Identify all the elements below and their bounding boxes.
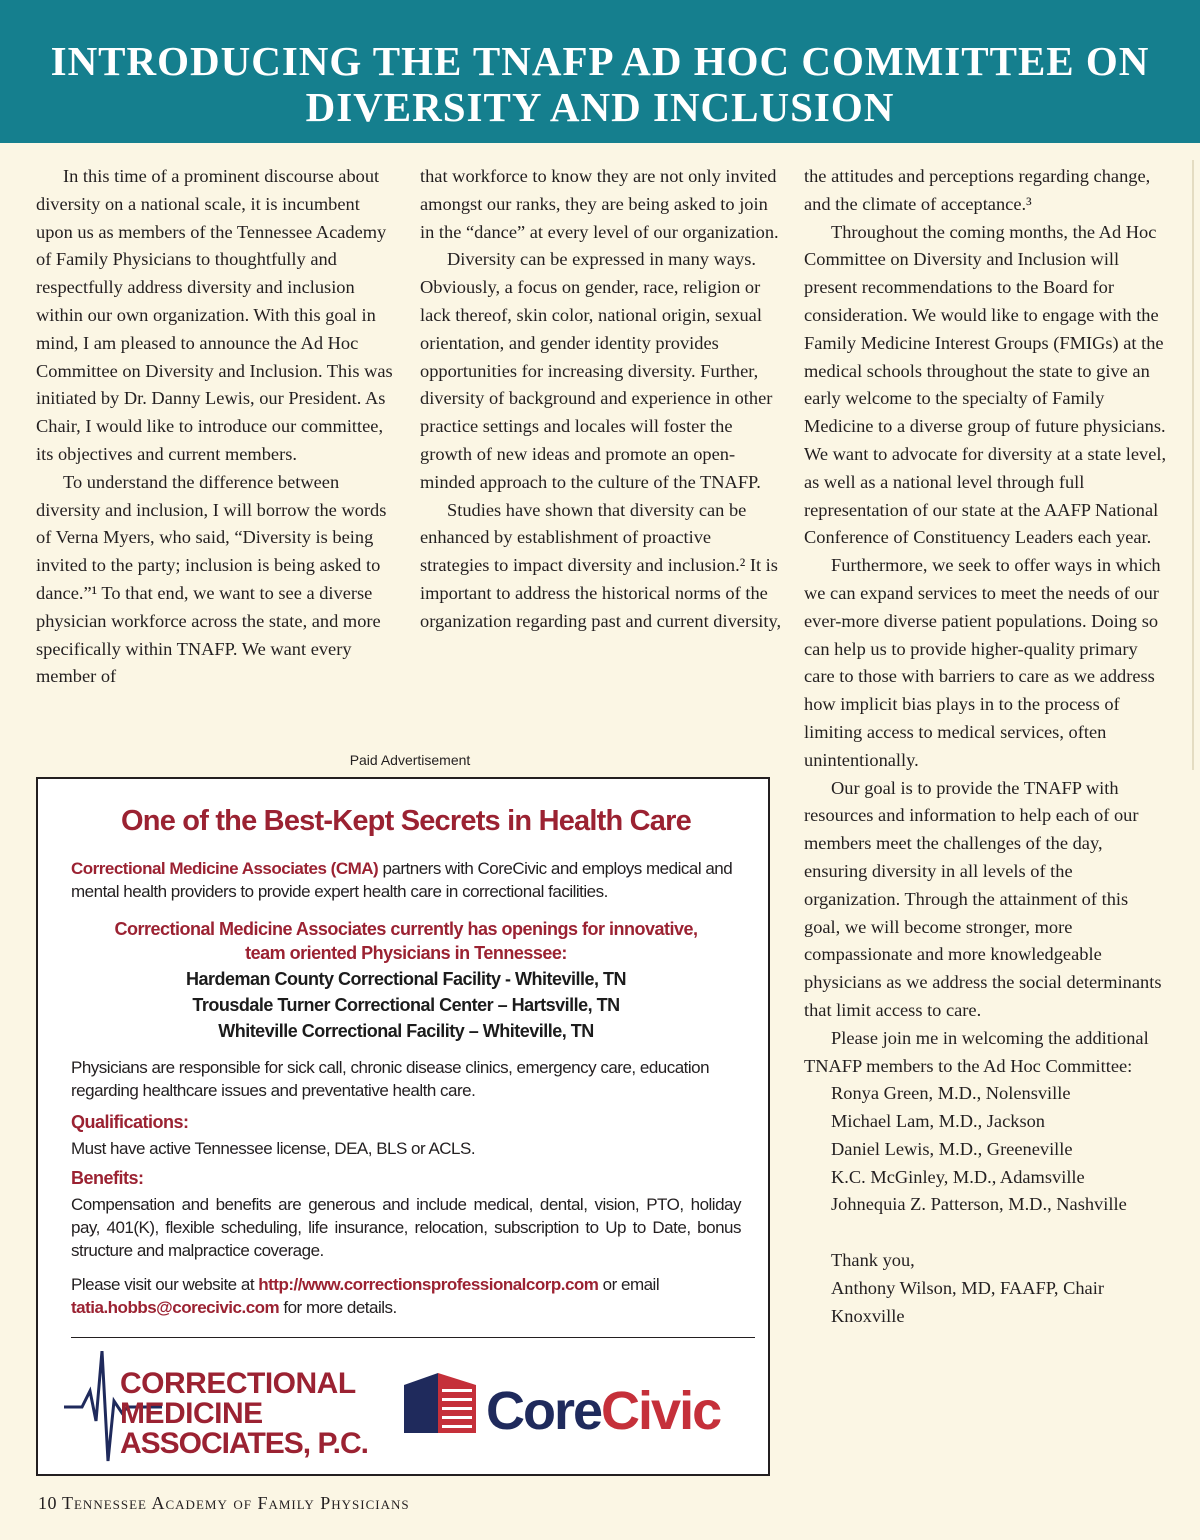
ad-contact-prefix: Please visit our website at xyxy=(71,1275,259,1294)
cma-logo xyxy=(62,1351,372,1463)
page-title xyxy=(0,0,1200,130)
ad-benefits-heading: Benefits: xyxy=(71,1168,144,1188)
paragraph: Throughout the coming months, the Ad Hoc Committee on Diversity and Inclusion will present recommendations to the Board for consideration. We would like to engage with the Family Medicine Interest Groups (FMIGs) at the medical schools throughout the state to give an early welcome to the specialty of Family Medicine to a diverse group of future physicians. We want to advocate for diversity at a state level, as well as a national level through full representation of our state at the AAFP National Conference of Constituency Leaders each year. xyxy=(804,221,1167,548)
signoff-name: Anthony Wilson, MD, FAAFP, Chair xyxy=(831,1277,1104,1298)
publication-name: Tennessee Academy of Family Physicians xyxy=(62,1493,410,1513)
paragraph: the attitudes and perceptions regarding change, and the climate of acceptance.³ xyxy=(804,166,1151,214)
committee-member: Ronya Green, M.D., Nolensville xyxy=(831,1083,1071,1104)
ad-email-link[interactable]: tatia.hobbs@corecivic.com xyxy=(71,1298,280,1317)
ad-facility: Whiteville Correctional Facility – Whiteville, TN xyxy=(218,1021,594,1041)
committee-member: Daniel Lewis, M.D., Greeneville xyxy=(831,1138,1073,1159)
ad-qualifications-text: Must have active Tennessee license, DEA, BLS or ACLS. xyxy=(71,1139,476,1158)
title-line-2: DIVERSITY AND INCLUSION xyxy=(305,84,895,130)
article-column-2 xyxy=(420,163,782,636)
signoff-city: Knoxville xyxy=(831,1305,905,1326)
corecivic-logo xyxy=(402,1371,742,1445)
committee-member-list xyxy=(804,1080,1168,1219)
ad-intro-company: Correctional Medicine Associates (CMA) xyxy=(71,859,379,878)
corecivic-civic: Civic xyxy=(601,1381,721,1441)
paragraph: Please join me in welcoming the additional TNAFP members to the Ad Hoc Committee: xyxy=(804,1027,1149,1076)
cma-logo-line-2: MEDICINE xyxy=(120,1397,263,1430)
page-footer xyxy=(38,1493,410,1514)
committee-member: Johnequia Z. Patterson, M.D., Nashville xyxy=(831,1194,1127,1215)
cma-logo-line-1: CORRECTIONAL xyxy=(120,1367,356,1400)
cma-logo-line-3: ASSOCIATES, P.C. xyxy=(120,1427,368,1460)
ad-title: One of the Best-Kept Secrets in Health Care xyxy=(121,805,691,837)
ad-qualifications-heading: Qualifications: xyxy=(71,1112,189,1132)
committee-member: K.C. McGinley, M.D., Adamsville xyxy=(831,1166,1085,1187)
title-banner xyxy=(0,0,1200,143)
paragraph: Our goal is to provide the TNAFP with resources and information to help each of our members meet the challenges of the day, ensuring diversity in all levels of the organization. Through the attainment of this goal, we will become stronger, more compassionate and more knowledgeable physicians as we address the social determinants that limit access to care. xyxy=(804,777,1162,1020)
paragraph: To understand the difference between diversity and inclusion, I will borrow the words of Verna Myers, who said, “Diversity is being invited to the party; inclusion is being asked to dance.”¹ To that end, we want to see a diverse physician workforce across the state, and more specifically within TNAFP. We want every member of xyxy=(36,471,387,687)
article-column-1 xyxy=(36,163,398,691)
article-column-3 xyxy=(804,163,1168,1330)
ad-duties: Physicians are responsible for sick call, chronic disease clinics, emergency care, education regarding healthcare issues and preventative health care. xyxy=(71,1058,710,1100)
ad-contact xyxy=(71,1273,741,1319)
ad-divider xyxy=(71,1337,755,1338)
committee-member: Michael Lam, M.D., Jackson xyxy=(831,1111,1045,1132)
page-edge-rule xyxy=(1192,160,1194,770)
ad-website-link[interactable]: http://www.correctionsprofessionalcorp.com xyxy=(258,1275,599,1294)
paragraph: Furthermore, we seek to offer ways in which we can expand services to meet the needs of our ever-more diverse patient populations. Doing so can help us to provide higher-quality primary care to those with barriers to care as we address how implicit bias plays in to the process of limiting access to medical services, often unintentionally. xyxy=(804,555,1161,770)
ad-openings-line-2: team oriented Physicians in Tennessee: xyxy=(245,943,567,963)
corecivic-core: Core xyxy=(486,1381,602,1441)
paragraph: Studies have shown that diversity can be enhanced by establishment of proactive strategies to impact diversity and inclusion.² It is important to address the historical norms of the organization regarding past and current diversity, xyxy=(420,499,782,631)
paragraph: In this time of a prominent discourse about diversity on a national scale, it is incumbent upon us as members of the Tennessee Academy of Family Physicians to thoughtfully and respectfully address diversity and inclusion within our own organization. With this goal in mind, I am pleased to announce the Ad Hoc Committee on Diversity and Inclusion. This was initiated by Dr. Danny Lewis, our President. As Chair, I would like to introduce our committee, its objectives and current members. xyxy=(36,166,393,464)
ad-intro-text: partners with CoreCivic and employs medical and mental health providers to provide expert health care in correctional facilities. xyxy=(71,859,733,901)
advertisement-box xyxy=(36,777,770,1476)
paragraph: that workforce to know they are not only invited amongst our ranks, they are being asked to join in the “dance” at every level of our organization. xyxy=(420,166,779,242)
ad-benefits-text: Compensation and benefits are generous and include medical, dental, vision, PTO, holiday pay, 401(K), flexible scheduling, life insurance, relocation, subscription to Up to Date, bonus structure and malpractice coverage. xyxy=(71,1195,741,1260)
ad-openings-line-1: Correctional Medicine Associates currently has openings for innovative, xyxy=(114,919,698,939)
title-line-1: INTRODUCING THE TNAFP AD HOC COMMITTEE ON xyxy=(50,38,1150,84)
ad-contact-mid: or email xyxy=(598,1275,660,1294)
svg-text:CoreCivic xyxy=(486,1381,721,1441)
ad-intro xyxy=(71,857,741,903)
ad-facility: Hardeman County Correctional Facility - Whiteville, TN xyxy=(185,969,627,989)
ad-facility: Trousdale Turner Correctional Center – Hartsville, TN xyxy=(192,995,620,1015)
corecivic-building-icon xyxy=(404,1373,476,1433)
paid-advertisement-label: Paid Advertisement xyxy=(349,752,471,768)
paragraph: Diversity can be expressed in many ways. Obviously, a focus on gender, race, religion or lack thereof, skin color, national origin, sexual orientation, and gender identity provides opportunities for increasing diversity. Further, diversity of background and experience in other practice settings and locales will foster the growth of new ideas and promote an open-minded approach to the culture of the TNAFP. xyxy=(420,249,773,492)
signoff-thanks: Thank you, xyxy=(831,1250,915,1271)
ad-contact-suffix: for more details. xyxy=(279,1298,397,1317)
page-number: 10 xyxy=(38,1493,57,1513)
